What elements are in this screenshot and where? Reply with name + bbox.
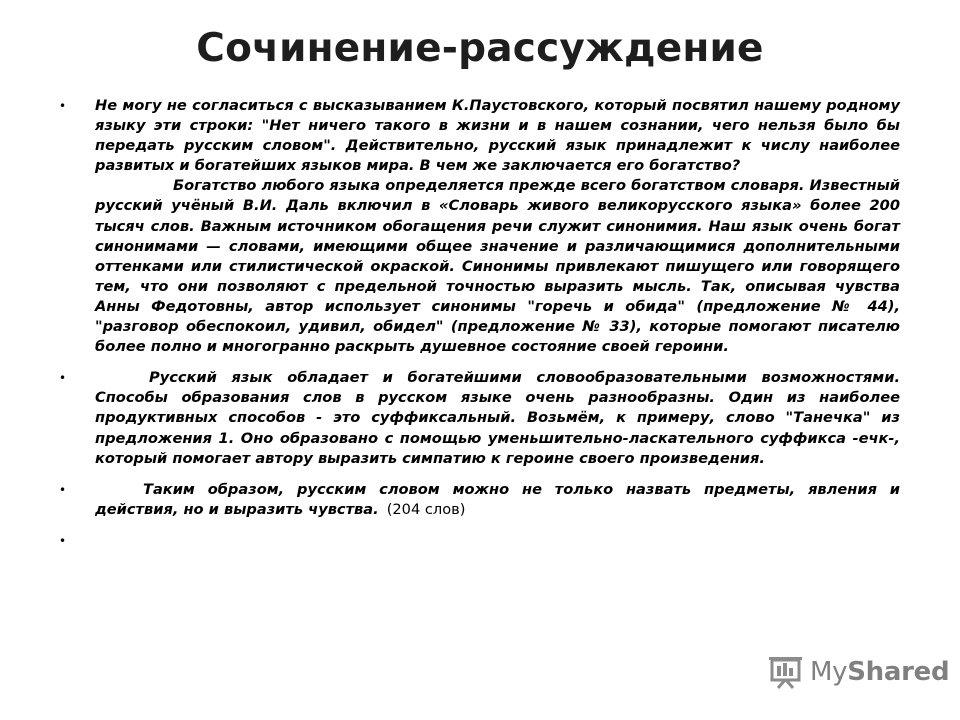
watermark-text	[810, 657, 949, 687]
bullet-text	[95, 531, 900, 551]
bullet-dot: •	[59, 371, 67, 386]
bullet-item-3	[56, 480, 900, 520]
bullet-text	[95, 96, 900, 357]
bullet-text	[95, 368, 900, 468]
watermark-suffix: Shared	[847, 657, 950, 687]
paragraph-synonyms: Богатство любого языка определяется прежде всего богатством словаря. Известный русский учёный В.И. Даль включил в «Словарь живого великорусского языка» более 200 тысяч слов. Важным источником обогащения речи служит синонимия. Наш язык очень богат синонимами — словами, имеющими общее значение и различающимися дополнительными оттенками или стилистической окраской. Синонимы привлекают пишущего или говорящего тем, что они позволяют с предельной точностью выразить мысль. Так, описывая чувства Анны Федотовны, автор использует синонимы "горечь и обида" (предложение № 44), "разговор обеспокоил, удивил, обидел" (предложение № 33), которые помогают писателю более полно и многогранно раскрыть душевное состояние своей героини.	[95, 177, 900, 356]
bullet-dot: •	[59, 482, 67, 497]
bullet-item-empty	[56, 531, 900, 551]
watermark-prefix: My	[810, 657, 848, 687]
bullet-item-1	[56, 96, 900, 357]
bullet-dot: •	[59, 99, 67, 113]
paragraph-intro: Не могу не согласиться с высказыванием К.Паустовского, который посвятил нашему родному языку эти строки: "Нет ничего такого в жизни и в нашем сознании, чего нельзя было бы передать русским словом". Действительно, русский язык принадлежит к числу наиболее развитых и богатейших языков мира. В чем же заключается его богатство?	[95, 97, 900, 175]
slide-title: Сочинение-рассуждение	[196, 26, 764, 71]
paragraph-word-formation: Русский язык обладает и богатейшими словообразовательными возможностями. Способы образования слов в русском языке очень разнообразны. Один из наиболее продуктивных способов - это суффиксальный. Возьмём, к примеру, слово "Танечка" из предложения 1. Оно образовано с помощью уменьшительно-ласкательного суффикса -ечк-, который помогает автору выразить симпатию к героине своего произведения.	[95, 369, 900, 467]
myshared-watermark	[766, 654, 949, 690]
paragraph-conclusion: Таким образом, русским словом можно не только назвать предметы, явления и действия, но и выразить чувства.	[95, 480, 900, 518]
slide-body	[56, 96, 900, 562]
bullet-item-2	[56, 368, 900, 468]
bullet-dot: •	[59, 533, 67, 548]
word-count: (204 слов)	[386, 500, 466, 518]
projector-screen-icon	[766, 654, 808, 690]
bullet-text	[95, 480, 900, 520]
